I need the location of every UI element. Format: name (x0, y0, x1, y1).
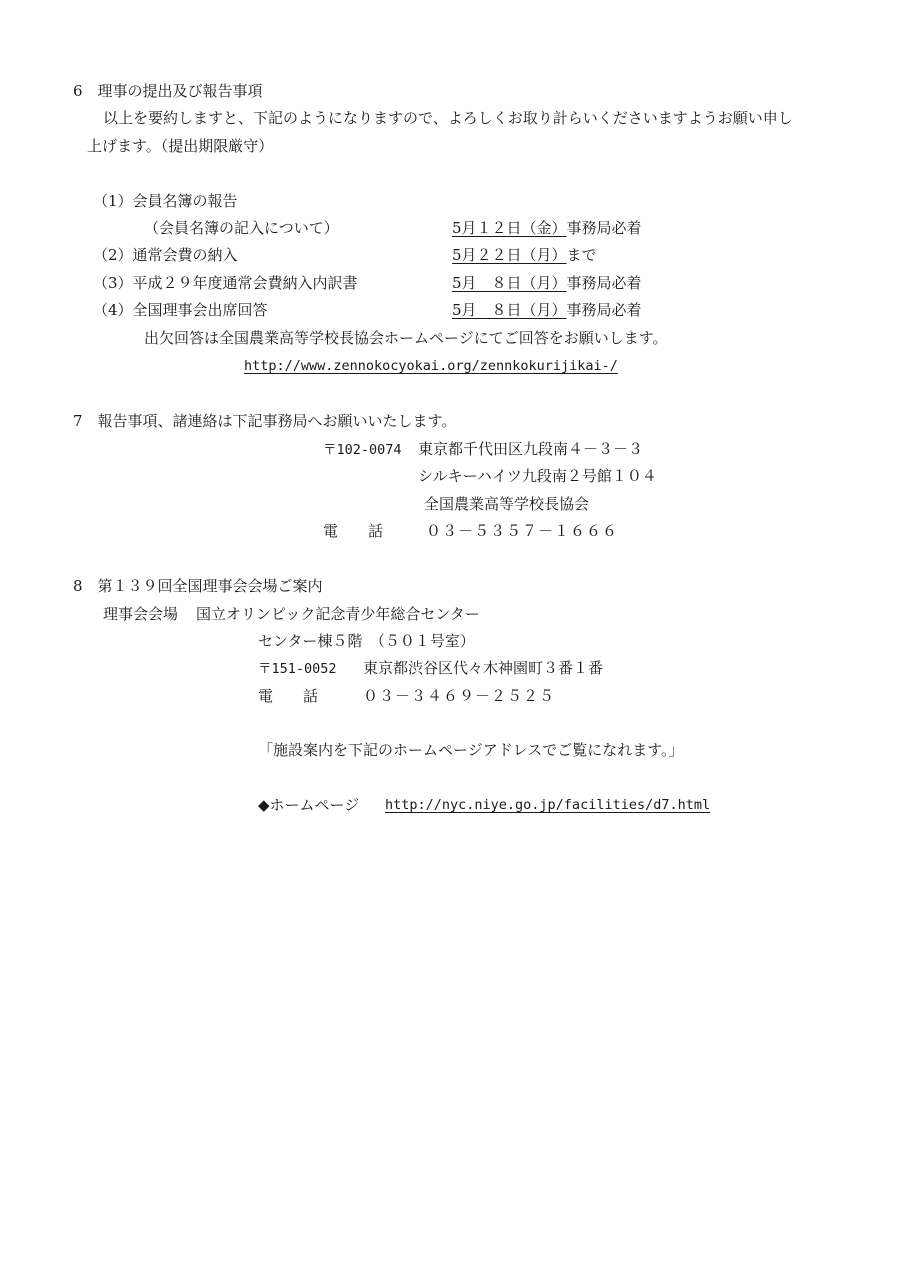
deadline-date: 5月１２日（金） (452, 219, 567, 237)
item-1-label: （1）会員名簿の報告 (93, 192, 238, 210)
section-7-heading: 7 報告事項、諸連絡は下記事務局へお願いいたします。 (73, 412, 457, 430)
item-4-label: （4）全国理事会出席回答 (93, 301, 268, 319)
item-3-deadline (452, 276, 642, 291)
deadline-note: 事務局必着 (566, 219, 642, 237)
item-3-label: （3）平成２９年度通常会費納入内訳書 (93, 274, 358, 292)
venue-label: 理事会会場 (103, 605, 179, 623)
deadline-note: 事務局必着 (566, 301, 642, 319)
item-1-deadline (452, 221, 642, 236)
facility-note: 「施設案内を下記のホームページアドレスでご覧になれます。」 (258, 741, 684, 759)
venue-postal-code (258, 661, 337, 677)
venue-tel: ０３－３４６９－２５２５ (363, 687, 556, 705)
section-6-intro-line1: 以上を要約しますと、下記のようになりますので、よろしくお取り計らいくださいますようお願い申し (103, 109, 793, 127)
venue-address: 東京都渋谷区代々木神園町３番１番 (363, 659, 604, 677)
office-organization: 全国農業高等学校長協会 (424, 495, 590, 513)
item-1-sub-label: （会員名簿の記入について） (144, 219, 339, 237)
office-address-line2: シルキーハイツ九段南２号館１０４ (418, 467, 657, 485)
office-address-line1: 東京都千代田区九段南４－３－３ (418, 440, 644, 458)
homepage-url-link[interactable]: http://nyc.niye.go.jp/facilities/d7.html (385, 797, 711, 813)
attendance-note: 出欠回答は全国農業高等学校長協会ホームページにてご回答をお願いします。 (144, 329, 668, 347)
deadline-note: まで (566, 246, 597, 264)
item-2-label: （2）通常会費の納入 (93, 246, 238, 264)
deadline-date: 5月 ８日（月） (452, 274, 567, 292)
venue-room: センター棟５階 （５０１号室） (258, 632, 475, 650)
venue-name: 国立オリンピック記念青少年総合センター (196, 605, 480, 623)
homepage-label: ◆ホームページ (258, 796, 360, 814)
attendance-url-link[interactable]: http://www.zennokocyokai.org/zennkokurijikai-/ (244, 358, 618, 374)
venue-tel-label: 電 話 (258, 687, 319, 705)
item-4-deadline (452, 303, 642, 318)
section-6-intro-line2: 上げます。（提出期限厳守） (87, 137, 274, 155)
deadline-date: 5月 ８日（月） (452, 301, 567, 319)
deadline-date: 5月２２日（月） (452, 246, 567, 264)
item-2-deadline (452, 248, 597, 263)
section-6-heading: 6 理事の提出及び報告事項 (73, 82, 263, 100)
postal-code: 〒102-0074 (323, 442, 402, 458)
section-8-heading: 8 第１３９回全国理事会会場ご案内 (73, 577, 323, 595)
deadline-note: 事務局必着 (566, 274, 642, 292)
office-tel-label: 電 話 (323, 522, 384, 540)
office-postal-code (323, 442, 402, 458)
postal-code: 〒151-0052 (258, 661, 337, 677)
office-tel: ０３－５３５７－１６６６ (426, 522, 619, 540)
